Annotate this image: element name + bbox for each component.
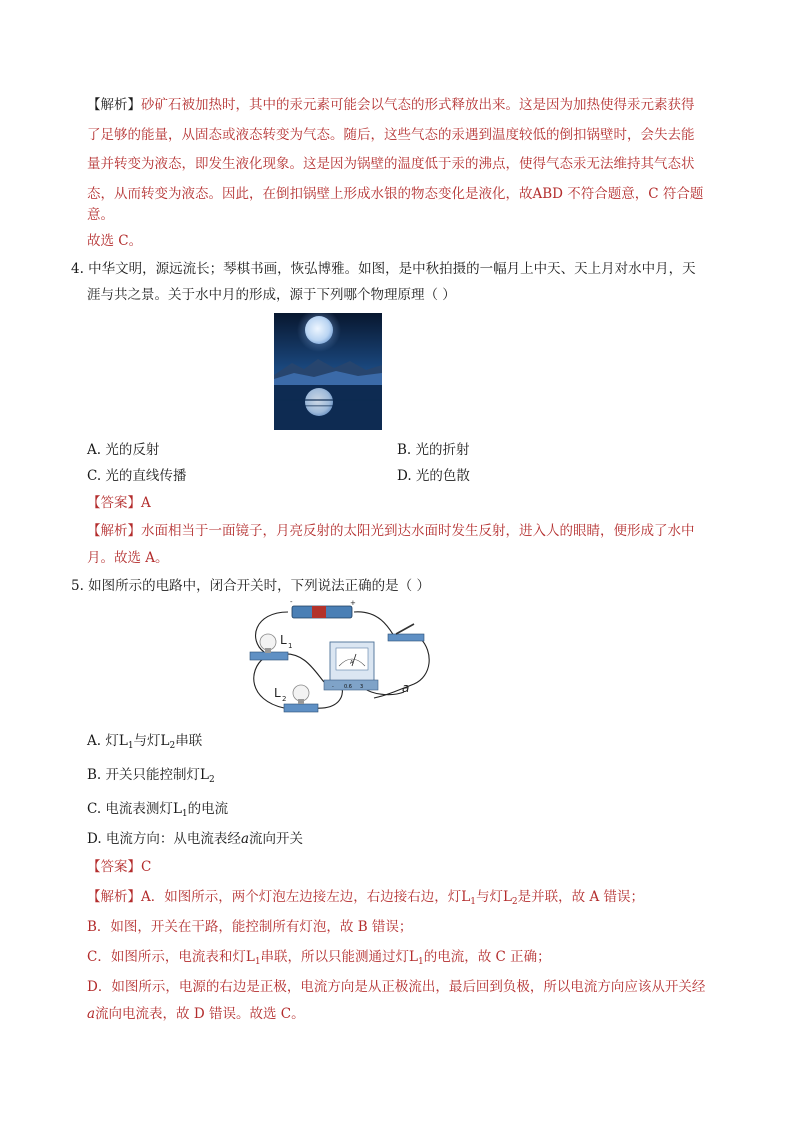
circuit-diagram bbox=[244, 600, 434, 718]
q5-analysis-line-1: 【解析】A．如图所示，两个灯泡左边接左边，右边接右边，灯$L_1$与灯$L_2$是并联，故 A 错误； bbox=[87, 889, 644, 907]
q5-option-a: A. 灯$L_1$与灯$L_2$串联 bbox=[87, 733, 203, 751]
analysis3-line-1: 【解析】砂矿石被加热时，其中的汞元素可能会以气态的形式释放出来。这是因为加热使得汞元素获得 bbox=[87, 97, 695, 113]
lamp-l1-label: L bbox=[280, 633, 287, 647]
q4-option-d: D. 光的色散 bbox=[397, 468, 470, 484]
wire-a-label: a bbox=[402, 681, 410, 695]
q5-analysis-line-5: a流向电流表，故 D 错误。故选 C。 bbox=[87, 1006, 305, 1022]
q4-analysis-line-2: 月。故选 A。 bbox=[87, 550, 169, 566]
battery-plus: + bbox=[350, 600, 356, 607]
q4-answer: 【答案】A bbox=[87, 495, 151, 511]
q5-analysis-line-3: C．如图所示，电流表和灯$L_1$串联，所以只能测通过灯$L_1$的电流，故 C 正确； bbox=[87, 949, 551, 967]
ammeter-terminal-minus: - bbox=[332, 684, 334, 690]
q5-option-b: B. 开关只能控制灯$L_2$ bbox=[87, 767, 215, 785]
q5-option-c: C. 电流表测灯$L_1$的电流 bbox=[87, 801, 229, 819]
q5-stem: 5. 如图所示的电路中，闭合开关时，下列说法正确的是（ ） bbox=[71, 578, 430, 594]
q4-option-b: B. 光的折射 bbox=[397, 442, 470, 458]
ammeter-a-label: A bbox=[350, 660, 354, 666]
analysis-tag: 【解析】 bbox=[87, 97, 141, 113]
lamp-l2-label: L bbox=[274, 686, 281, 700]
q4-analysis-line-1: 【解析】水面相当于一面镜子，月亮反射的太阳光到达水面时发生反射，进入人的眼睛，便形成了水中 bbox=[87, 523, 695, 539]
analysis3-line-4: 态，从而转变为液态。因此，在倒扣锅壁上形成水银的物态变化是液化，故ABD 不符合题意，C 符合题 bbox=[87, 186, 704, 202]
ammeter-terminal-3: 3 bbox=[360, 684, 364, 690]
lamp-l1-sub: 1 bbox=[288, 642, 293, 650]
moon-reflection-photo bbox=[274, 313, 382, 430]
battery-minus: - bbox=[290, 600, 293, 606]
q4-stem-line-1: 4. 中华文明，源远流长；琴棋书画，恢弘博雅。如图，是中秋拍摄的一幅月上中天、天上月对水中月，天 bbox=[71, 261, 696, 277]
analysis3-line-5: 意。 bbox=[87, 207, 114, 223]
q5-analysis-line-2: B．如图，开关在干路，能控制所有灯泡，故 B 错误； bbox=[87, 919, 413, 935]
q4-stem-line-2: 涯与共之景。关于水中月的形成，源于下列哪个物理原理（ ） bbox=[87, 287, 456, 303]
analysis3-line-3: 量并转变为液态，即发生液化现象。这是因为锅壁的温度低于汞的沸点，使得气态汞无法维持其气态状 bbox=[87, 156, 695, 172]
ammeter-terminal-06: 0.6 bbox=[344, 684, 352, 690]
q4-option-a: A. 光的反射 bbox=[87, 442, 160, 458]
q5-analysis-line-4: D．如图所示，电源的右边是正极，电流方向是从正极流出，最后回到负极，所以电流方向应该从开关经 bbox=[87, 979, 706, 995]
q5-option-d: D. 电流方向：从电流表经a流向开关 bbox=[87, 831, 303, 847]
lamp-l2-sub: 2 bbox=[282, 695, 287, 703]
q4-option-c: C. 光的直线传播 bbox=[87, 468, 187, 484]
analysis3-conclusion: 故选 C。 bbox=[87, 233, 143, 249]
analysis3-line-2: 了足够的能量，从固态或液态转变为气态。随后，这些气态的汞遇到温度较低的倒扣锅壁时，会失去能 bbox=[87, 127, 695, 143]
q5-answer: 【答案】C bbox=[87, 859, 152, 875]
